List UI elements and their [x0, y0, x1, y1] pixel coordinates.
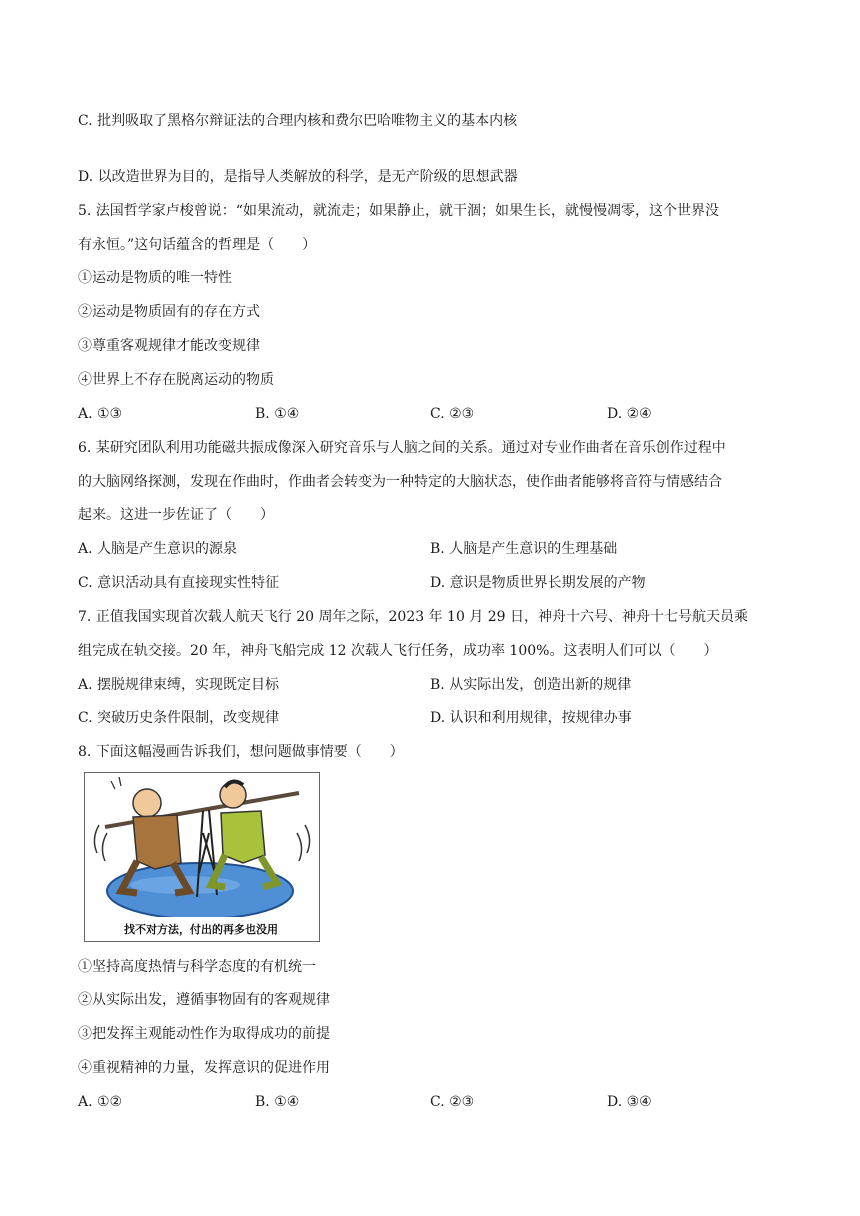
q5-item-4: ④世界上不存在脱离运动的物质 [78, 372, 274, 388]
q6-option-c: C. 意识活动具有直接现实性特征 [78, 575, 280, 591]
q7-option-d: D. 认识和利用规律，按规律办事 [430, 710, 632, 726]
q5-option-a: A. ①③ [78, 406, 123, 422]
q5-stem-line2: 有永恒。”这句话蕴含的哲理是（ ） [78, 237, 317, 253]
q7-stem-line2: 组完成在轨交接。20 年，神舟飞船完成 12 次载人飞行任务，成功率 100%。这表明人们可以（ ） [78, 643, 718, 659]
q5-item-1: ①运动是物质的唯一特性 [78, 270, 232, 286]
q6-stem-line1: 6. 某研究团队利用功能磁共振成像深入研究音乐与人脑之间的关系。通过对专业作曲者在音乐创作过程中 [78, 440, 726, 456]
q5-option-b: B. ①④ [255, 406, 300, 422]
q5-item-3: ③尊重客观规律才能改变规律 [78, 338, 260, 354]
q7-option-b: B. 从实际出发，创造出新的规律 [430, 677, 632, 693]
q8-stem: 8. 下面这幅漫画告诉我们，想问题做事情要（ ） [78, 744, 404, 760]
q5-stem-line1: 5. 法国哲学家卢梭曾说：“如果流动，就流走；如果静止，就干涸；如果生长，就慢慢凋零，这个世界没 [78, 203, 719, 219]
q8-option-b: B. ①④ [255, 1094, 300, 1110]
q6-option-b: B. 人脑是产生意识的生理基础 [430, 541, 618, 557]
cartoon-caption: 找不对方法，付出的再多也没用 [124, 923, 278, 936]
q8-item-1: ①坚持高度热情与科学态度的有机统一 [78, 959, 316, 975]
q7-option-c: C. 突破历史条件限制，改变规律 [78, 710, 280, 726]
q8-item-4: ④重视精神的力量，发挥意识的促进作用 [78, 1060, 330, 1076]
q8-option-d: D. ③④ [607, 1094, 652, 1110]
q6-stem-line3: 起来。这进一步佐证了（ ） [78, 507, 274, 523]
q4-option-c: C. 批判吸取了黑格尔辩证法的合理内核和费尔巴哈唯物主义的基本内核 [78, 113, 518, 129]
cartoon-illustration [85, 773, 318, 940]
q8-option-c: C. ②③ [430, 1094, 475, 1110]
q8-item-3: ③把发挥主观能动性作为取得成功的前提 [78, 1026, 330, 1042]
q6-option-d: D. 意识是物质世界长期发展的产物 [430, 575, 646, 591]
q4-option-d: D. 以改造世界为目的，是指导人类解放的科学，是无产阶级的思想武器 [78, 169, 518, 185]
q6-option-a: A. 人脑是产生意识的源泉 [78, 541, 238, 557]
q7-option-a: A. 摆脱规律束缚，实现既定目标 [78, 677, 280, 693]
q5-option-d: D. ②④ [607, 406, 652, 422]
q5-option-c: C. ②③ [430, 406, 475, 422]
q8-option-a: A. ①② [78, 1094, 123, 1110]
q8-item-2: ②从实际出发，遵循事物固有的客观规律 [78, 992, 330, 1008]
q6-stem-line2: 的大脑网络探测，发现在作曲时，作曲者会转变为一种特定的大脑状态，使作曲者能够将音符与情感结合 [78, 474, 722, 490]
q7-stem-line1: 7. 正值我国实现首次载人航天飞行 20 周年之际，2023 年 10 月 29 日，神舟十六号、神舟十七号航天员乘 [78, 609, 749, 625]
tug-of-war-cartoon [84, 772, 320, 942]
q5-item-2: ②运动是物质固有的存在方式 [78, 304, 260, 320]
